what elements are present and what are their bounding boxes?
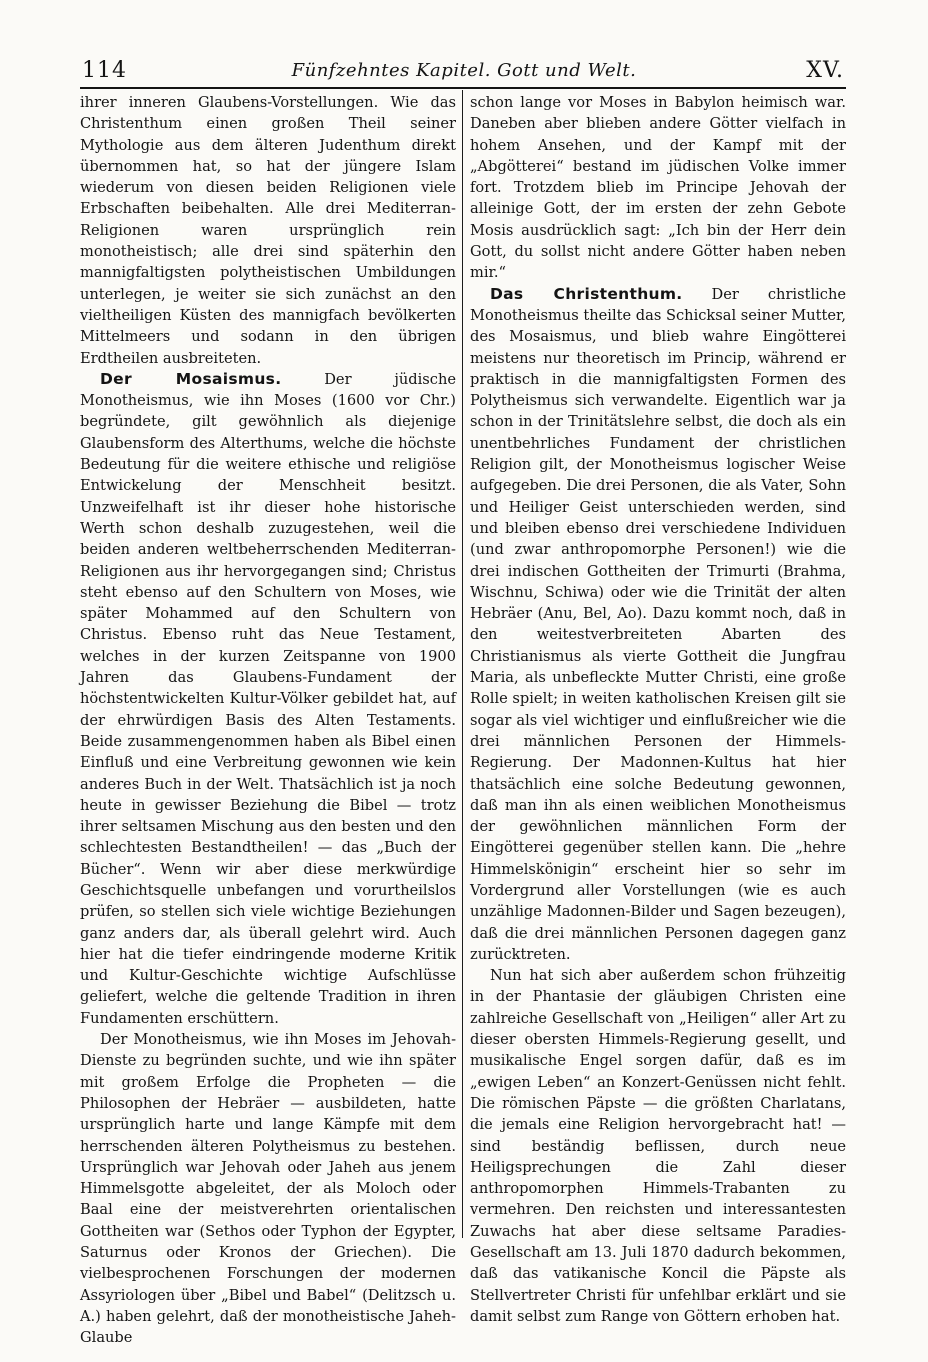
paragraph-text: Der jüdische Monotheismus, wie ihn Moses (1600 vor Chr.) begründete, gilt gewöhnlich als diejenige Glaubensform des Alterthums, welche die höchste Bedeutung für die weitere ethische und religiöse Entwickelung der Menschheit besitzt. Unzweifelhaft ist ihr dieser hohe historische Werth schon deshalb zuzugestehen, weil die beiden anderen weltbeherrschenden Mediterran-Religionen aus ihr hervorgegangen sind; Christus steht ebenso auf den Schultern von Moses, wie später Mohammed auf den Schultern von Christus. Ebenso ruht das Neue Testament, welches in der kurzen Zeitspanne von 1900 Jahren das Glaubens-Fundament der höchstentwickelten Kultur-Völker gebildet hat, auf der ehrwürdigen Basis des Alten Testaments. Beide zusammengenommen haben als Bibel einen Einfluß und eine Verbreitung gewonnen wie kein anderes Buch in der Welt. Thatsächlich ist ja noch heute in gewisser Beziehung die Bibel — trotz ihrer seltsamen Mischung aus den besten und den schlechtesten Bestandtheilen! — das „Buch der Bücher“. Wenn wir aber diese merkwürdige Geschichtsquelle unbefangen und vorurtheilslos prüfen, so stellen sich viele wichtige Beziehungen ganz anders dar, als überall gelehrt wird. Auch hier hat die tiefer eindringende moderne Kritik und Kultur-Geschichte wichtige Aufschlüsse geliefert, welche die geltende Tradition in ihren Fundamenten erschüttern. <box>80 370 457 1027</box>
paragraph: Nun hat sich aber außerdem schon frühzeitig in der Phantasie der gläubigen Christen eine zahlreiche Gesellschaft von „Heiligen“ aller Art zu dieser obersten Himmels-Regierung gesellt, und musikalische Engel sorgen dafür, daß es im „ewigen Leben“ an Konzert-Genüssen nicht fehlt. Die römischen Päpste — die größten Charlatans, die jemals eine Religion hervorgebracht hat! — sind beständig beflissen, durch neue Heiligsprechungen die Zahl dieser anthropomorphen Himmels-Trabanten zu vermehren. Den reichsten und interessantesten Zuwachs hat aber diese seltsame Paradies-Gesellschaft am 13. Juli 1870 dadurch bekommen, daß das vatikanische Koncil die Päpste als Stellvertreter Christi für unfehlbar erklärt und sie damit selbst zum Range von Göttern erhoben hat. <box>470 967 846 1325</box>
paragraph <box>470 284 846 966</box>
running-title: Fünfzehntes Kapitel. Gott und Welt. <box>291 60 637 81</box>
section-heading: Der Mosaismus. <box>100 369 282 388</box>
page-number: 114 <box>82 58 127 83</box>
paragraph: schon lange vor Moses in Babylon heimisch war. Daneben aber blieben andere Götter vielfach in hohem Ansehen, und der Kampf mit der „Abgötterei“ bestand im jüdischen Volke immer fort. Trotzdem blieb im Principe Jehovah der alleinige Gott, der im ersten der zehn Gebote Mosis ausdrücklich sagt: „Ich bin der Herr dein Gott, du sollst nicht andere Götter haben neben mir.“ <box>470 94 846 282</box>
paragraph <box>80 369 456 1029</box>
column-divider <box>462 90 463 1238</box>
left-column <box>80 92 457 1347</box>
header-rule <box>80 87 846 89</box>
page-header <box>80 56 848 88</box>
paragraph-text: Der christliche Monotheismus theilte das Schicksal seiner Mutter, des Mosaismus, und blieb wahre Eingötterei meistens nur theoretisch im Princip, während er praktisch in die mannigfaltigsten Formen des Polytheismus sich verwandelte. Eigentlich war ja schon in der Trinitätslehre selbst, die doch als ein unentbehrliches Fundament der christlichen Religion gilt, der Monotheismus logischer Weise aufgegeben. Die drei Personen, die als Vater, Sohn und Heiliger Geist unterschieden werden, sind und bleiben ebenso drei verschiedene Individuen (und zwar anthropomorphe Personen!) wie die drei indischen Gottheiten der Trimurti (Brahma, Wischnu, Schiwa) oder wie die Trinität der alten Hebräer (Anu, Bel, Ao). Dazu kommt noch, daß in den weitestverbreiteten Abarten des Christianismus als vierte Gottheit die Jungfrau Maria, als unbefleckte Mutter Christi, eine große Rolle spielt; in weiten katholischen Kreisen gilt sie sogar als viel wichtiger und einflußreicher wie die drei männlichen Personen der Himmels-Regierung. Der Madonnen-Kultus hat hier thatsächlich eine solche Bedeutung gewonnen, daß man ihn als einen weiblichen Monotheismus der gewöhnlichen männlichen Form der Eingötterei gegenüber stellen kann. Die „hehre Himmelskönigin“ erscheint hier so sehr im Vordergrund aller Vorstellungen (wie es auch unzählige Madonnen-Bilder und Sagen bezeugen), daß die drei männlichen Personen dagegen ganz zurücktreten. <box>470 285 846 963</box>
paragraph: Der Monotheismus, wie ihn Moses im Jehovah-Dienste zu begründen suchte, und wie ihn später mit großem Erfolge die Propheten — die Philosophen der Hebräer — ausbildeten, hatte ursprünglich harte und lange Kämpfe mit dem herrschenden älteren Polytheismus zu bestehen. Ursprünglich war Jehovah oder Jaheh aus jenem Himmelsgotte abgeleitet, der als Moloch oder Baal eine der meistverehrten orientalischen Gottheiten war (Sethos oder Typhon der Egypter, Saturnus oder Kronos der Griechen). Die vielbesprochenen Forschungen der modernen Assyriologen über „Bibel und Babel“ (Delitzsch u. A.) haben gelehrt, daß der monotheistische Jaheh-Glaube <box>80 1031 456 1347</box>
chapter-number: XV. <box>806 58 844 83</box>
right-column <box>470 92 846 1325</box>
paragraph: ihrer inneren Glaubens-Vorstellungen. Wie das Christenthum einen großen Theil seiner Mythologie aus dem älteren Judenthum direkt übernommen hat, so hat der jüngere Islam wiederum von diesen beiden Religionen viele Erbschaften beibehalten. Alle drei Mediterran-Religionen waren ursprünglich rein monotheistisch; alle drei sind späterhin den mannigfaltigsten polytheistischen Umbildungen unterlegen, je weiter sie sich zunächst an den vieltheiligen Küsten des mannigfach bevölkerten Mittelmeers und sodann in den übrigen Erdtheilen ausbreiteten. <box>80 94 456 367</box>
section-heading: Das Christenthum. <box>490 284 683 303</box>
